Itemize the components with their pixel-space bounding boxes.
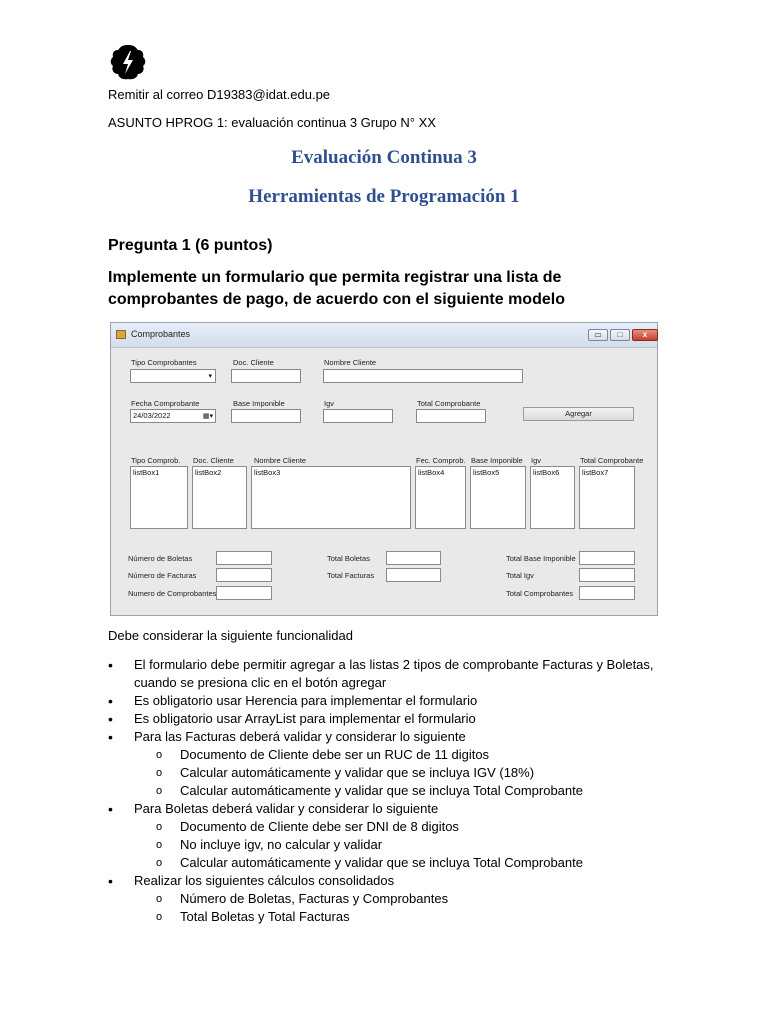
- num-facturas-input[interactable]: [216, 568, 272, 582]
- num-boletas-input[interactable]: [216, 551, 272, 565]
- list-item: o Documento de Cliente debe ser un RUC de 11 digitos: [108, 746, 748, 764]
- total-comprobantes-label: Total Comprobantes: [506, 589, 574, 598]
- total-boletas-input[interactable]: [386, 551, 441, 565]
- list-item: • Para las Facturas deberá validar y considerar lo siguiente: [108, 728, 748, 746]
- listbox-igv[interactable]: [530, 466, 575, 529]
- listbox-base[interactable]: [470, 466, 526, 529]
- nombre-cliente-label: Nombre Cliente: [324, 358, 377, 367]
- fecha-comprobante-label: Fecha Comprobante: [131, 399, 200, 408]
- total-base-label: Total Base Imponible: [506, 554, 576, 563]
- base-imponible-label: Base Imponible: [233, 399, 285, 408]
- list-item: o No incluye igv, no calcular y validar: [108, 836, 748, 854]
- listbox-fecha[interactable]: [415, 466, 466, 529]
- close-button[interactable]: x: [632, 329, 658, 341]
- list-item: • Es obligatorio usar ArrayList para implementar el formulario: [108, 710, 748, 728]
- brain-icon: [108, 42, 148, 82]
- listbox-doc[interactable]: [192, 466, 247, 529]
- list-header-igv: Igv: [531, 456, 542, 465]
- num-comprobantes-label: Numero de Comprobantes: [128, 589, 217, 598]
- minimize-button[interactable]: ▭: [588, 329, 608, 341]
- prompt-line-1: Implemente un formulario que permita registrar una lista de: [108, 269, 562, 286]
- requirements-list: [108, 656, 748, 926]
- window-title: Comprobantes: [131, 329, 191, 339]
- subject-line: ASUNTO HPROG 1: evaluación continua 3 Grupo N° XX: [108, 115, 436, 130]
- num-facturas-label: Número de Facturas: [128, 571, 197, 580]
- list-item: listBox4: [418, 468, 445, 477]
- app-icon: [116, 330, 126, 339]
- total-facturas-label: Total Facturas: [327, 571, 375, 580]
- window-titlebar: [111, 323, 657, 348]
- total-igv-label: Total Igv: [506, 571, 534, 580]
- tipo-comprobante-label: Tipo Comprobantes: [131, 358, 197, 367]
- total-base-input[interactable]: [579, 551, 635, 565]
- document-title: Evaluación Continua 3: [291, 147, 477, 168]
- nombre-cliente-input[interactable]: [323, 369, 523, 383]
- doc-cliente-label: Doc. Cliente: [233, 358, 274, 367]
- listbox-tipo[interactable]: [130, 466, 188, 529]
- list-header-fecha: Fec. Comprob.: [416, 456, 466, 465]
- fecha-value: 24/03/2022: [133, 411, 171, 420]
- total-boletas-label: Total Boletas: [327, 554, 370, 563]
- email-line: Remitir al correo D19383@idat.edu.pe: [108, 87, 331, 102]
- list-header-base: Base Imponible: [471, 456, 523, 465]
- list-item: cuando se presiona clic en el botón agregar: [134, 675, 387, 690]
- list-item: • Para Boletas deberá validar y considerar lo siguiente: [108, 800, 748, 818]
- list-item: listBox5: [473, 468, 500, 477]
- list-item: o Calcular automáticamente y validar que se incluya Total Comprobante: [108, 782, 748, 800]
- maximize-button[interactable]: □: [610, 329, 630, 341]
- igv-label: Igv: [324, 399, 335, 408]
- list-item: o Calcular automáticamente y validar que se incluya Total Comprobante: [108, 854, 748, 872]
- total-igv-input[interactable]: [579, 568, 635, 582]
- list-item: listBox6: [533, 468, 560, 477]
- agregar-button[interactable]: Agregar: [523, 407, 634, 421]
- list-item: o Total Boletas y Total Facturas: [108, 908, 748, 926]
- num-comprobantes-input[interactable]: [216, 586, 272, 600]
- prompt-line-2: comprobantes de pago, de acuerdo con el siguiente modelo: [108, 291, 565, 308]
- list-header-nombre: Nombre Cliente: [254, 456, 307, 465]
- fecha-comprobante-picker[interactable]: [130, 409, 216, 423]
- total-comprobante-label: Total Comprobante: [417, 399, 481, 408]
- document-subtitle: Herramientas de Programación 1: [248, 186, 520, 207]
- list-item: listBox7: [582, 468, 609, 477]
- list-item: • Realizar los siguientes cálculos consolidados: [108, 872, 748, 890]
- requirements-intro: Debe considerar la siguiente funcionalidad: [108, 628, 353, 643]
- list-item: listBox2: [195, 468, 222, 477]
- comprobantes-form-window: [110, 322, 658, 616]
- base-imponible-input[interactable]: [231, 409, 301, 423]
- list-item: o Número de Boletas, Facturas y Comprobantes: [108, 890, 748, 908]
- num-boletas-label: Número de Boletas: [128, 554, 193, 563]
- list-header-total: Total Comprobante: [580, 456, 644, 465]
- list-item: o Documento de Cliente debe ser DNI de 8 digitos: [108, 818, 748, 836]
- doc-cliente-input[interactable]: [231, 369, 301, 383]
- list-header-doc: Doc. Cliente: [193, 456, 234, 465]
- list-header-tipo: Tipo Comprob.: [131, 456, 181, 465]
- brain-lightning-logo: [108, 42, 148, 82]
- total-comprobante-input[interactable]: [416, 409, 486, 423]
- question-heading: Pregunta 1 (6 puntos): [108, 237, 273, 254]
- chevron-down-icon: ▾: [208, 373, 212, 380]
- total-facturas-input[interactable]: [386, 568, 441, 582]
- igv-input[interactable]: [323, 409, 393, 423]
- listbox-nombre[interactable]: [251, 466, 411, 529]
- listbox-total[interactable]: [579, 466, 635, 529]
- list-item: • El formulario debe permitir agregar a las listas 2 tipos de comprobante Facturas y Boletas,: [108, 656, 748, 674]
- tipo-comprobante-combobox[interactable]: [130, 369, 216, 383]
- list-item: o Calcular automáticamente y validar que se incluya IGV (18%): [108, 764, 748, 782]
- list-item: listBox1: [133, 468, 160, 477]
- total-comprobantes-input[interactable]: [579, 586, 635, 600]
- list-item: • Es obligatorio usar Herencia para implementar el formulario: [108, 692, 748, 710]
- list-item: listBox3: [254, 468, 281, 477]
- calendar-icon: ▦▾: [202, 413, 213, 420]
